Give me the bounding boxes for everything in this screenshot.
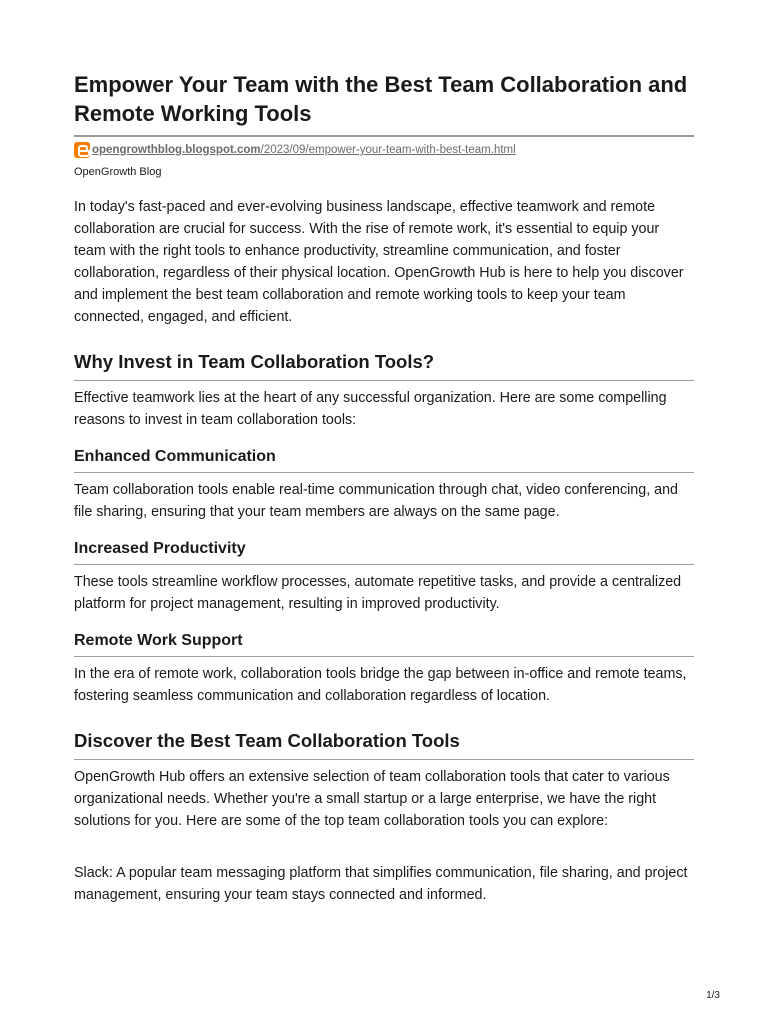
source-url-host: opengrowthblog.blogspot.com [92,144,261,156]
blogger-icon [74,142,90,158]
source-url-link[interactable] [92,144,516,156]
section-heading-enhanced-communication: Enhanced Communication [74,446,694,473]
section-heading-why-invest: Why Invest in Team Collaboration Tools? [74,350,694,381]
section-heading-increased-productivity: Increased Productivity [74,538,694,565]
document-title: Empower Your Team with the Best Team Collaboration and Remote Working Tools [74,70,694,137]
page-number: 1/3 [706,990,720,1001]
source-name: OpenGrowth Blog [74,166,162,178]
section-body-why-invest: Effective teamwork lies at the heart of any successful organization. Here are some compelling reasons to invest in team collaboration tools: [74,390,667,428]
source-url-path: /2023/09/empower-your-team-with-best-team.html [260,144,516,156]
slack-paragraph: Slack: A popular team messaging platform that simplifies communication, file sharing, and project management, ensuring your team stays connected and informed. [74,865,688,903]
section-body-increased-productivity: These tools streamline workflow processes, automate repetitive tasks, and provide a centralized platform for project management, resulting in improved productivity. [74,574,682,612]
section-heading-discover-tools: Discover the Best Team Collaboration Tools [74,729,694,760]
intro-paragraph: In today's fast-paced and ever-evolving business landscape, effective teamwork and remote collaboration are crucial for success. With the rise of remote work, it's essential to equip your team with the right tools to enhance productivity, streamline communication, and foster collaboration, regardless of their physical location. OpenGrowth Hub is here to help you discover and implement the best team collaboration and remote working tools to keep your team connected, engaged, and efficient. [74,199,684,325]
section-body-enhanced-communication: Team collaboration tools enable real-time communication through chat, video conferencing, and file sharing, ensuring that your team members are always on the same page. [74,482,678,520]
source-row [74,141,694,159]
section-body-remote-work-support: In the era of remote work, collaboration tools bridge the gap between in-office and remote teams, fostering seamless communication and collaboration regardless of location. [74,666,687,704]
document-page [74,70,694,906]
section-body-discover-tools: OpenGrowth Hub offers an extensive selection of team collaboration tools that cater to various organizational needs. Whether you're a small startup or a large enterprise, we have the right solutions for you. Here are some of the top team collaboration tools you can explore: [74,769,670,829]
section-heading-remote-work-support: Remote Work Support [74,630,694,657]
